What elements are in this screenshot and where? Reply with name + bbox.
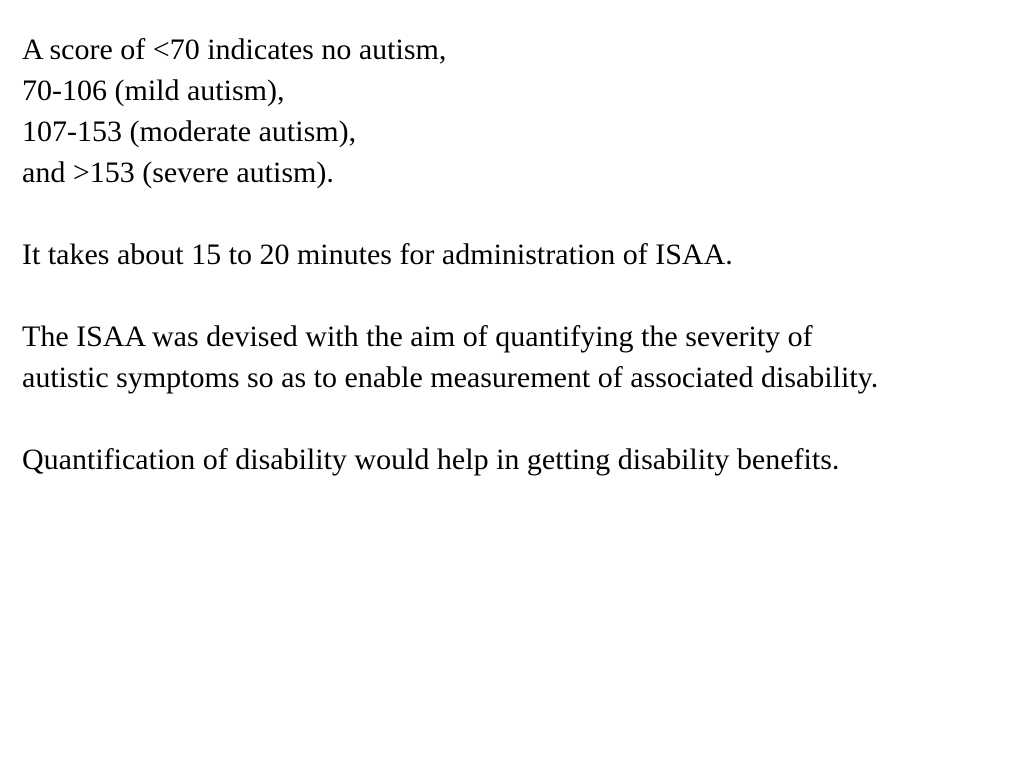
score-range-no-autism: A score of <70 indicates no autism, — [22, 33, 447, 66]
paragraph-spacer — [22, 193, 1012, 234]
score-range-moderate-autism: 107-153 (moderate autism), — [22, 115, 357, 148]
benefits-text: Quantification of disability would help in getting disability benefits. — [22, 443, 840, 476]
purpose-paragraph — [22, 316, 1012, 398]
paragraph-spacer — [22, 275, 1012, 316]
paragraph-spacer — [22, 398, 1012, 439]
benefits-paragraph — [22, 439, 1012, 480]
purpose-text-line-1: The ISAA was devised with the aim of quantifying the severity of — [22, 320, 813, 353]
slide-text-body — [22, 29, 1012, 480]
score-range-severe-autism: and >153 (severe autism). — [22, 156, 334, 189]
purpose-text-line-2: autistic symptoms so as to enable measurement of associated disability. — [22, 361, 879, 394]
score-ranges-paragraph — [22, 29, 1012, 193]
score-range-mild-autism: 70-106 (mild autism), — [22, 74, 285, 107]
administration-time-text: It takes about 15 to 20 minutes for administration of ISAA. — [22, 238, 733, 271]
administration-paragraph — [22, 234, 1012, 275]
